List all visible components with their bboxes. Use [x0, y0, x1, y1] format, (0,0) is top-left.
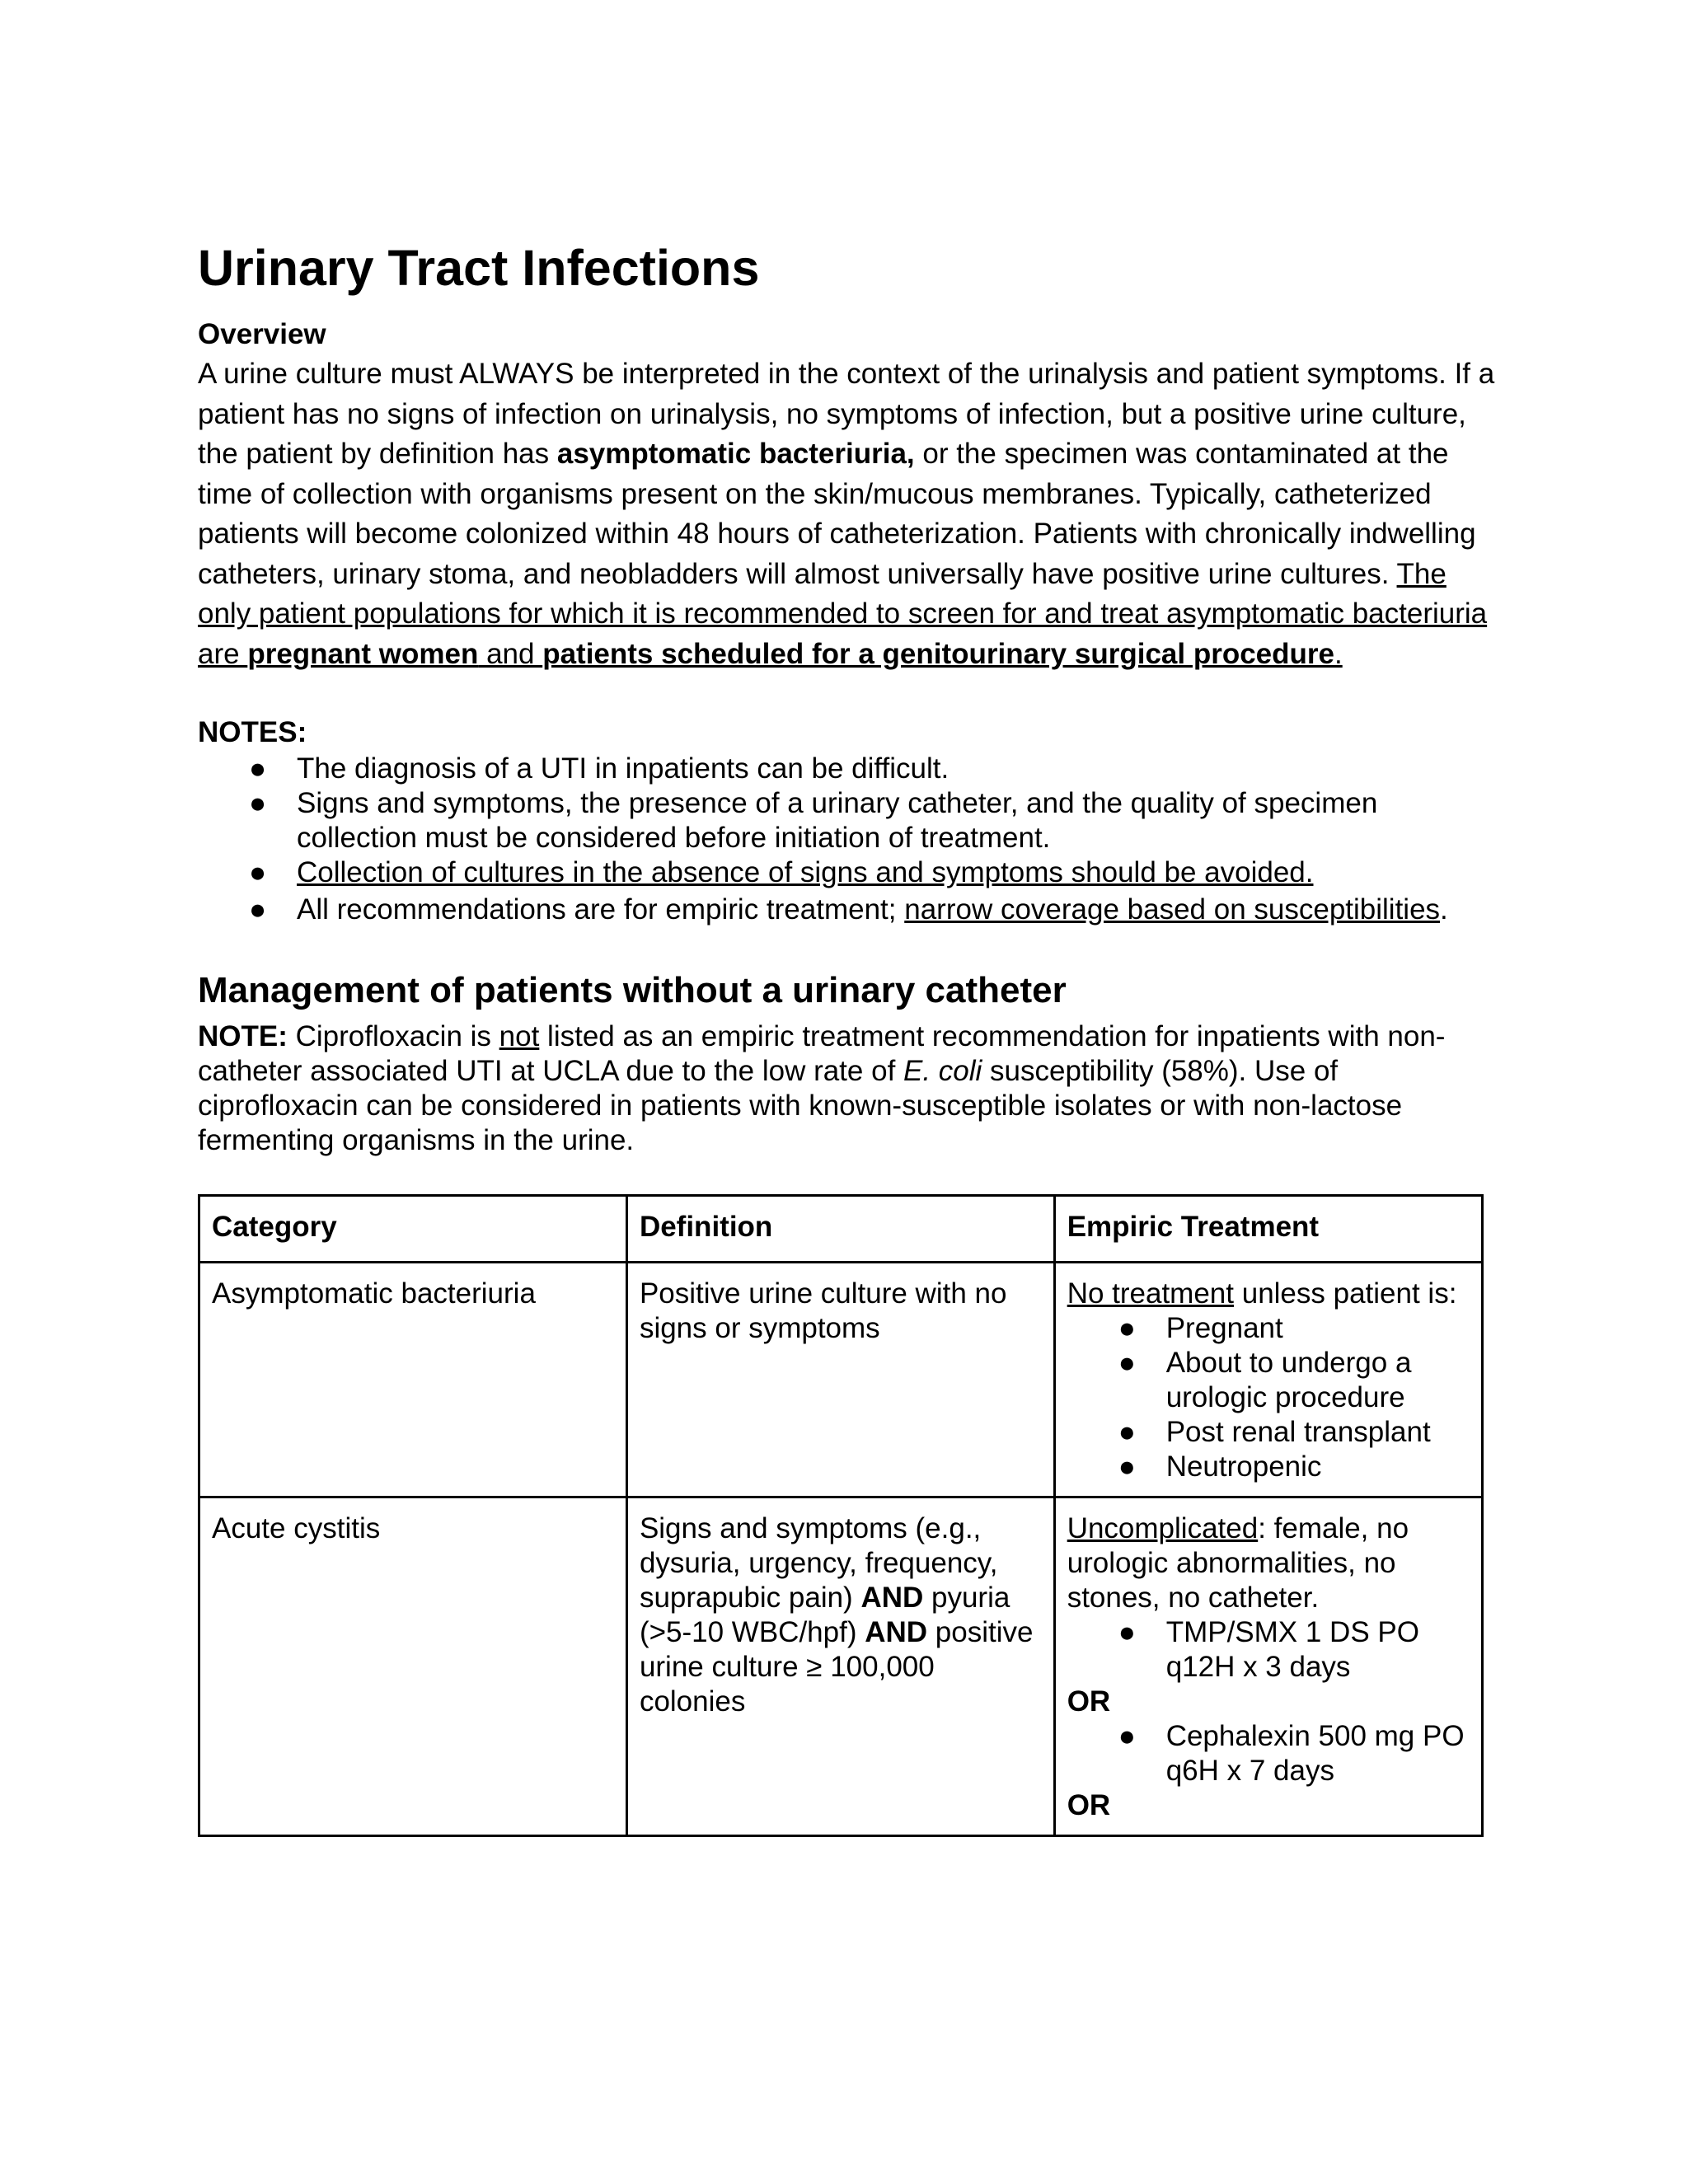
bullet-icon: ● [1118, 1615, 1136, 1648]
notes-list [198, 752, 1500, 930]
definition-bold: AND [865, 1615, 928, 1648]
list-item [198, 786, 1500, 855]
bullet-icon: ● [249, 893, 267, 926]
overview-bold-underlined-1: pregnant women [247, 637, 479, 670]
note-text: listed as an empiric treatment recommendation for inpatients with non-catheter associated UTI at UCLA due to the low rate of [198, 1019, 1446, 1087]
overview-text-2: or the specimen was contaminated at the time of collection with organisms present on the skin/mucous membranes. Typically, catheterized patients will become colonized within 48 hours of catheterization. Patients with chronically indwelling catheters, urinary stoma, and neobladders will almost universally have positive urine cultures. [198, 438, 1476, 590]
bullet-icon: ● [1118, 1311, 1136, 1344]
overview-end: . [1334, 637, 1343, 670]
overview-text-1: A urine culture must ALWAYS be interpreted in the context of the urinalysis and patient symptoms. If a patient has no signs of infection on urinalysis, no symptoms of infection, but a positive urine culture, the patient by definition has [198, 358, 1495, 471]
treatment-item: Pregnant [1165, 1311, 1283, 1344]
note-italic: E. coli [903, 1054, 982, 1087]
note-text-end: . [1440, 893, 1448, 926]
list-item [1067, 1415, 1470, 1450]
overview-heading: Overview [198, 318, 326, 351]
or-text: OR [1067, 1788, 1111, 1821]
definition-text: positive urine culture ≥ 100,000 colonies [639, 1615, 1034, 1718]
table-cell-treatment [1054, 1497, 1482, 1835]
note-text-underlined: narrow coverage based on susceptibilities [904, 893, 1441, 926]
table-row [199, 1497, 1483, 1835]
list-item [198, 752, 1500, 786]
document-page [198, 239, 1500, 1837]
overview-bold-underlined-2: patients scheduled for a genitourinary surgical procedure [542, 637, 1334, 670]
definition-bold: AND [860, 1581, 924, 1614]
table-cell-definition [626, 1497, 1054, 1835]
note-underlined: not [499, 1019, 540, 1052]
management-section [198, 969, 1500, 1158]
note-text: The diagnosis of a UTI in inpatients can be difficult. [297, 752, 950, 785]
column-header: Definition [626, 1195, 1054, 1262]
treatment-text: unless patient is: [1234, 1277, 1457, 1310]
note-text: All recommendations are for empiric treatment; [297, 893, 905, 926]
list-item [1067, 1719, 1470, 1788]
list-item [198, 890, 1500, 930]
treatment-item: About to undergo a urologic procedure [1165, 1346, 1412, 1413]
treatment-underlined: Uncomplicated [1067, 1511, 1259, 1544]
management-note [198, 1019, 1500, 1158]
bullet-icon: ● [249, 787, 267, 820]
definition-text: Signs and symptoms (e.g., dysuria, urgency, frequency, suprapubic pain) [639, 1511, 998, 1614]
list-item [198, 855, 1500, 890]
bullet-icon: ● [1118, 1719, 1136, 1752]
treatment-underlined: No treatment [1067, 1277, 1234, 1310]
treatment-item: Cephalexin 500 mg PO q6H x 7 days [1165, 1719, 1465, 1787]
treatment-item: TMP/SMX 1 DS PO q12H x 3 days [1165, 1615, 1419, 1683]
overview-underlined-2: and [478, 637, 543, 670]
table-cell-treatment [1054, 1262, 1482, 1497]
treatment-item: Neutropenic [1165, 1450, 1322, 1483]
notes-label: NOTES: [198, 716, 307, 749]
or-label [1067, 1788, 1470, 1823]
section-heading: Management of patients without a urinary catheter [198, 970, 1067, 1011]
list-item [1067, 1346, 1470, 1415]
overview-bold-term: asymptomatic bacteriuria, [556, 438, 915, 471]
note-text: Signs and symptoms, the presence of a urinary catheter, and the quality of specimen collection must be considered before initiation of treatment. [297, 787, 1378, 855]
note-label: NOTE: [198, 1019, 288, 1052]
note-text: susceptibility (58%). Use of ciprofloxacin can be considered in patients with known-susceptible isolates or with non-lactose fermenting organisms in the urine. [198, 1054, 1403, 1156]
treatment-list [1067, 1311, 1470, 1484]
table-header-row [199, 1195, 1483, 1262]
table-cell-definition: Positive urine culture with no signs or symptoms [626, 1262, 1054, 1497]
overview-underlined-1: The only patient populations for which it is recommended to screen for and treat asymptomatic bacteriuria are [198, 557, 1488, 670]
note-text: Ciprofloxacin is [287, 1019, 499, 1052]
treatment-list [1067, 1615, 1470, 1685]
or-text: OR [1067, 1685, 1111, 1718]
treatment-table [198, 1194, 1484, 1837]
page-title: Urinary Tract Infections [198, 240, 760, 296]
treatment-list [1067, 1719, 1470, 1788]
list-item [1067, 1615, 1470, 1685]
table-cell-category: Acute cystitis [199, 1497, 627, 1835]
bullet-icon: ● [249, 856, 267, 889]
definition-text: pyuria (>5-10 WBC/hpf) [639, 1581, 1010, 1648]
overview-paragraph [198, 354, 1500, 674]
list-item [1067, 1450, 1470, 1484]
table-cell-category: Asymptomatic bacteriuria [199, 1262, 627, 1497]
or-label [1067, 1685, 1470, 1719]
treatment-text: : female, no urologic abnormalities, no stones, no catheter. [1067, 1511, 1409, 1614]
bullet-icon: ● [1118, 1346, 1136, 1379]
list-item [1067, 1311, 1470, 1346]
bullet-icon: ● [1118, 1415, 1136, 1448]
table-row [199, 1262, 1483, 1497]
bullet-icon: ● [249, 752, 267, 785]
treatment-item: Post renal transplant [1165, 1415, 1431, 1448]
column-header: Category [199, 1195, 627, 1262]
column-header: Empiric Treatment [1054, 1195, 1482, 1262]
note-text: Collection of cultures in the absence of signs and symptoms should be avoided. [297, 856, 1314, 889]
bullet-icon: ● [1118, 1450, 1136, 1483]
